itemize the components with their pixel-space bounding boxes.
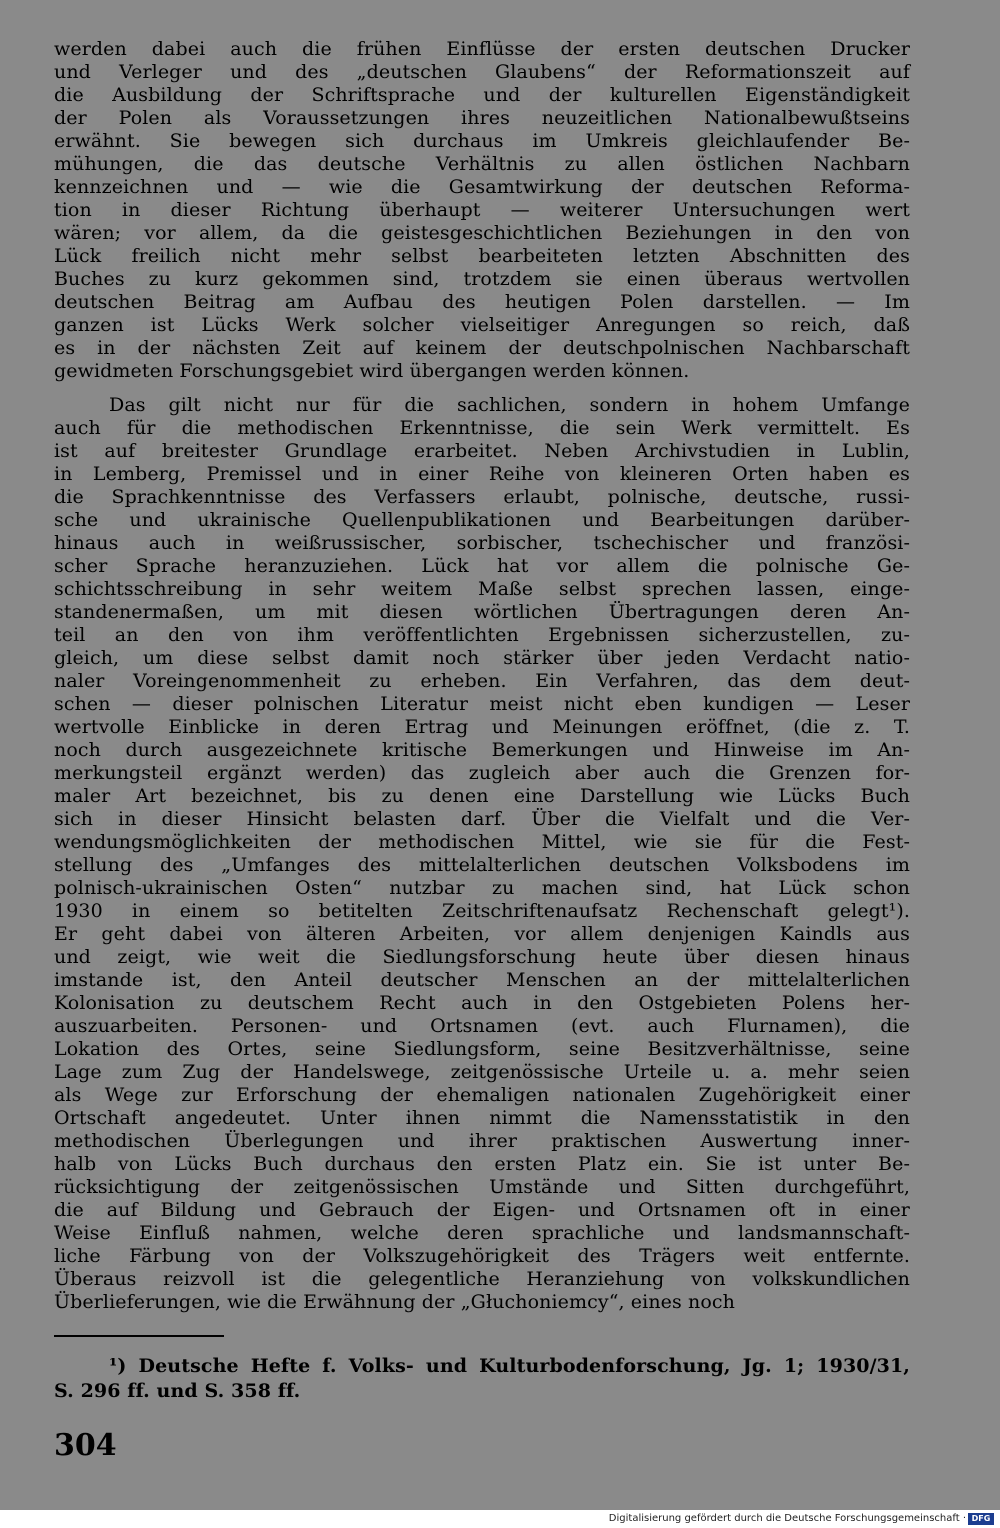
text-line: tion in dieser Richtung überhaupt — weiterer Untersuchungen wert	[54, 199, 910, 221]
text-line: Lage zum Zug der Handelswege, zeitgenössische Urteile u. a. mehr seien	[54, 1061, 910, 1083]
text-line: imstande ist, den Anteil deutscher Menschen an der mittelalterlichen	[54, 969, 910, 991]
text-line: wären; vor allem, da die geistesgeschichtlichen Beziehungen in den von	[54, 222, 910, 244]
text-line: ist auf breitester Grundlage erarbeitet. Neben Archivstudien in Lublin,	[54, 440, 910, 462]
text-line: noch durch ausgezeichnete kritische Bemerkungen und Hinweise im An-	[54, 739, 910, 761]
text-line: es in der nächsten Zeit auf keinem der deutschpolnischen Nachbarschaft	[54, 337, 910, 359]
text-line: wertvolle Einblicke in deren Ertrag und Meinungen eröffnet, (die z. T.	[54, 716, 910, 738]
dfg-logo: DFG	[968, 1513, 994, 1525]
text-line: sich in dieser Hinsicht belasten darf. Über die Vielfalt und die Ver-	[54, 808, 910, 830]
text-line: schichtsschreibung in sehr weitem Maße selbst sprechen lassen, einge-	[54, 578, 910, 600]
text-line: teil an den von ihm veröffentlichten Ergebnissen sicherzustellen, zu-	[54, 624, 910, 646]
text-line: maler Art bezeichnet, bis zu denen eine Darstellung wie Lücks Buch	[54, 785, 910, 807]
text-line: Das gilt nicht nur für die sachlichen, sondern in hohem Umfange	[109, 394, 910, 416]
text-line: die Ausbildung der Schriftsprache und der kulturellen Eigenständigkeit	[54, 84, 910, 106]
text-line: gewidmeten Forschungsgebiet wird übergangen werden können.	[54, 360, 690, 382]
text-line: die auf Bildung und Gebrauch der Eigen- und Ortsnamen oft in einer	[54, 1199, 910, 1221]
text-line: naler Voreingenommenheit zu erheben. Ein Verfahren, das dem deut-	[54, 670, 910, 692]
text-line: kennzeichnen und — wie die Gesamtwirkung der deutschen Reforma-	[54, 176, 910, 198]
text-line: schen — dieser polnischen Literatur meist nicht eben kundigen — Leser	[54, 693, 910, 715]
text-line: Weise Einfluß nahmen, welche deren sprachliche und landsmannschaft-	[54, 1222, 910, 1244]
body-text	[54, 38, 910, 1325]
text-line: deutschen Beitrag am Aufbau des heutigen Polen darstellen. — Im	[54, 291, 910, 313]
text-line: auch für die methodischen Erkenntnisse, die sein Werk vermittelt. Es	[54, 417, 910, 439]
text-line: Lokation des Ortes, seine Siedlungsform, seine Besitzverhältnisse, seine	[54, 1038, 910, 1060]
text-line: die Sprachkenntnisse des Verfassers erlaubt, polnische, deutsche, russi-	[54, 486, 910, 508]
text-line: rücksichtigung der zeitgenössischen Umstände und Sitten durchgeführt,	[54, 1176, 910, 1198]
text-line: scher Sprache heranzuziehen. Lück hat vor allem die polnische Ge-	[54, 555, 910, 577]
text-line: auszuarbeiten. Personen- und Ortsnamen (evt. auch Flurnamen), die	[54, 1015, 910, 1037]
text-line: halb von Lücks Buch durchaus den ersten Platz ein. Sie ist unter Be-	[54, 1153, 910, 1175]
text-line: Überlieferungen, wie die Erwähnung der „Głuchoniemcy“, eines noch	[54, 1291, 735, 1313]
text-line: stellung des „Umfanges des mittelalterlichen deutschen Volksbodens im	[54, 854, 910, 876]
text-line: als Wege zur Erforschung der ehemaligen nationalen Zugehörigkeit einer	[54, 1084, 910, 1106]
text-line: liche Färbung von der Volkszugehörigkeit des Trägers weit entfernte.	[54, 1245, 910, 1267]
text-line: Lück freilich nicht mehr selbst bearbeiteten letzten Abschnitten des	[54, 245, 910, 267]
page-number: 304	[54, 1428, 117, 1463]
text-line: erwähnt. Sie bewegen sich durchaus im Umkreis gleichlaufender Be-	[54, 130, 910, 152]
text-line: sche und ukrainische Quellenpublikationen und Bearbeitungen darüber-	[54, 509, 910, 531]
text-line: Kolonisation zu deutschem Recht auch in den Ostgebieten Polens her-	[54, 992, 910, 1014]
text-line: merkungsteil ergänzt werden) das zugleich aber auch die Grenzen for-	[54, 762, 910, 784]
text-line: und Verleger und des „deutschen Glaubens“ der Reformationszeit auf	[54, 61, 910, 83]
text-line: der Polen als Voraussetzungen ihres neuzeitlichen Nationalbewußtseins	[54, 107, 910, 129]
text-line: 1930 in einem so betitelten Zeitschriftenaufsatz Rechenschaft gelegt¹).	[54, 900, 910, 922]
paragraph	[54, 394, 910, 1314]
footnote-line: S. 296 ff. und S. 358 ff.	[54, 1380, 301, 1402]
footnote	[54, 1354, 910, 1404]
text-line: und zeigt, wie weit die Siedlungsforschung heute über diesen hinaus	[54, 946, 910, 968]
digitization-credit: Digitalisierung gefördert durch die Deutsche Forschungsgemeinschaft ·	[608, 1513, 966, 1524]
text-line: wendungsmöglichkeiten der methodischen Mittel, wie sie für die Fest-	[54, 831, 910, 853]
text-line: in Lemberg, Premissel und in einer Reihe von kleineren Orten haben es	[54, 463, 910, 485]
text-line: gleich, um diese selbst damit noch stärker über jeden Verdacht natio-	[54, 647, 910, 669]
footnote-line: ¹) Deutsche Hefte f. Volks- und Kulturbodenforschung, Jg. 1; 1930/31,	[109, 1355, 910, 1377]
text-line: polnisch-ukrainischen Osten“ nutzbar zu machen sind, hat Lück schon	[54, 877, 910, 899]
text-line: mühungen, die das deutsche Verhältnis zu allen östlichen Nachbarn	[54, 153, 910, 175]
text-line: Überaus reizvoll ist die gelegentliche Heranziehung von volkskundlichen	[54, 1268, 910, 1290]
text-line: standenermaßen, um mit diesen wörtlichen Übertragungen deren An-	[54, 601, 910, 623]
text-line: hinaus auch in weißrussischer, sorbischer, tschechischer und französi-	[54, 532, 910, 554]
footnote-rule	[54, 1335, 224, 1337]
text-line: Buches zu kurz gekommen sind, trotzdem sie einen überaus wertvollen	[54, 268, 910, 290]
text-line: werden dabei auch die frühen Einflüsse der ersten deutschen Drucker	[54, 38, 910, 60]
text-line: methodischen Überlegungen und ihrer praktischen Auswertung inner-	[54, 1130, 910, 1152]
text-line: Ortschaft angedeutet. Unter ihnen nimmt die Namensstatistik in den	[54, 1107, 910, 1129]
paragraph	[54, 38, 910, 383]
text-line: Er geht dabei von älteren Arbeiten, vor allem denjenigen Kaindls aus	[54, 923, 910, 945]
text-line: ganzen ist Lücks Werk solcher vielseitiger Anregungen so reich, daß	[54, 314, 910, 336]
